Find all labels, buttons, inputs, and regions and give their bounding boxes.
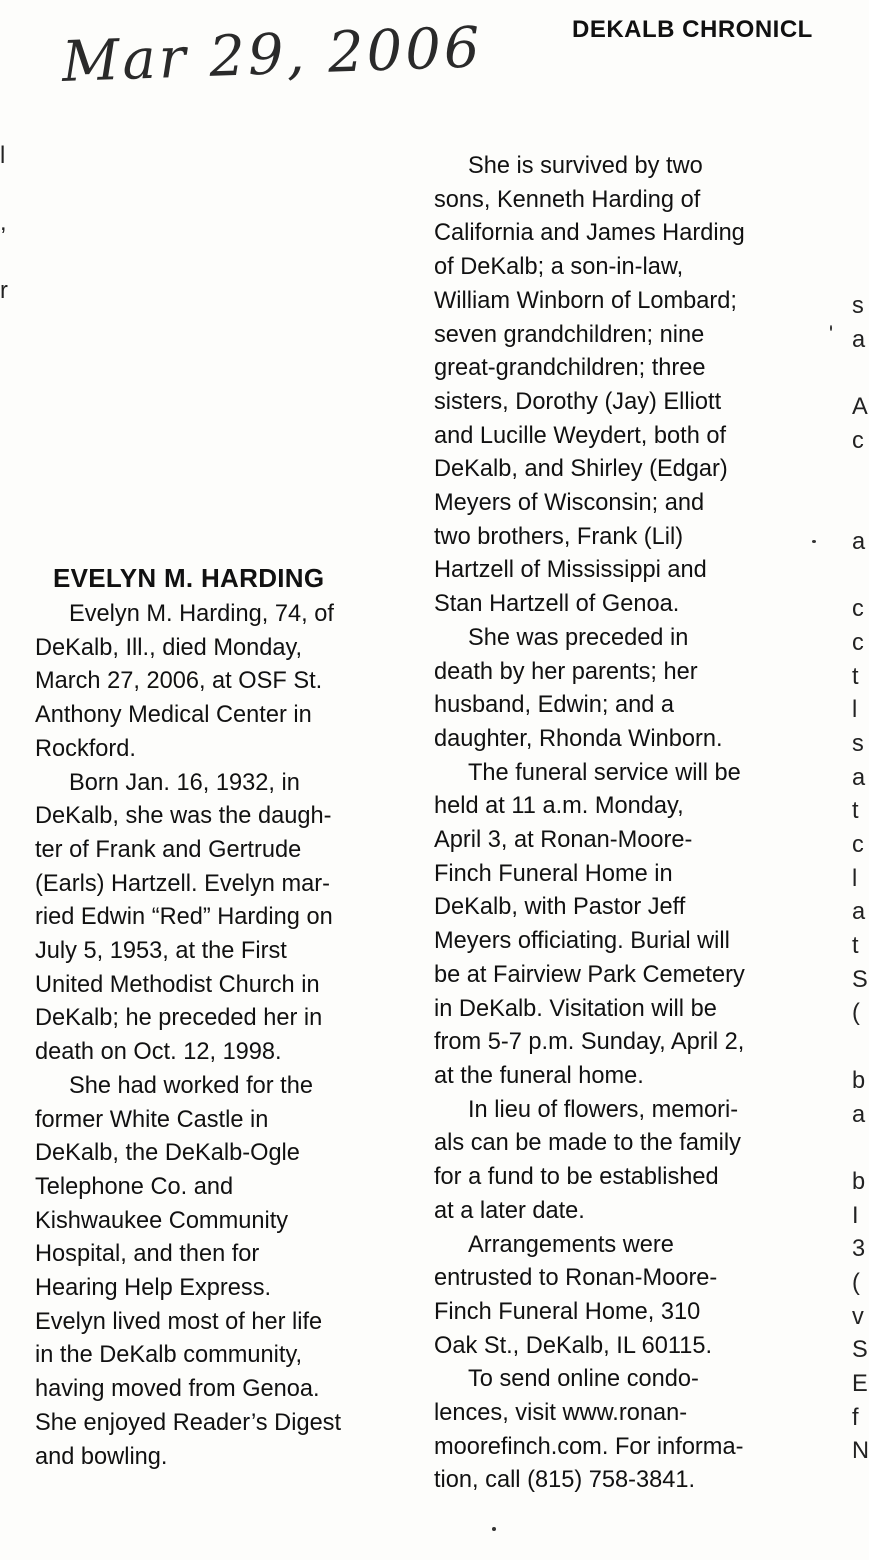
edge-fragment — [852, 1031, 867, 1065]
edge-fragment: , — [0, 210, 7, 237]
left-column-text — [35, 598, 395, 1474]
text-line: former White Castle in — [35, 1106, 269, 1133]
text-line: Rockford. — [35, 735, 136, 762]
obituary-right-column — [434, 150, 804, 1498]
text-line: (Earls) Hartzell. Evelyn mar- — [35, 870, 330, 897]
edge-fragment: t — [852, 798, 859, 825]
text-line: tion, call (815) 758-3841. — [434, 1467, 696, 1494]
text-line: having moved from Genoa. — [35, 1376, 320, 1403]
text-line: husband, Edwin; and a — [434, 692, 675, 719]
left-edge-fragments — [0, 140, 10, 308]
text-line: Finch Funeral Home in — [434, 860, 673, 887]
text-line: sons, Kenneth Harding of — [434, 186, 701, 213]
text-line: Hartzell of Mississippi and — [434, 557, 707, 584]
text-line: be at Fairview Park Cemetery — [434, 961, 745, 988]
text-line: seven grandchildren; nine — [434, 321, 705, 348]
text-line: Evelyn lived most of her life — [35, 1308, 323, 1335]
text-line: great-grandchildren; three — [434, 355, 706, 382]
text-line: March 27, 2006, at OSF St. — [35, 668, 323, 695]
text-line: DeKalb, with Pastor Jeff — [434, 894, 686, 921]
edge-fragment: S — [852, 966, 868, 993]
text-line: sisters, Dorothy (Jay) Elliott — [434, 388, 722, 415]
text-line: Hearing Help Express. — [35, 1275, 272, 1302]
text-line: United Methodist Church in — [35, 971, 320, 998]
obituary-left-column — [35, 563, 395, 1474]
edge-fragment — [852, 1132, 867, 1166]
text-line: Hospital, and then for — [35, 1241, 260, 1268]
text-line: DeKalb; he preceded her in — [35, 1005, 323, 1032]
edge-fragment: S — [852, 1337, 868, 1364]
edge-fragment: f — [852, 1404, 859, 1431]
edge-fragment: c — [852, 629, 864, 656]
text-line: in DeKalb. Visitation will be — [434, 995, 717, 1022]
edge-fragment: c — [852, 596, 864, 623]
edge-fragment: l — [852, 865, 858, 892]
text-line: Anthony Medical Center in — [35, 702, 312, 729]
text-line: DeKalb, she was the daugh- — [35, 803, 332, 830]
text-line: She had worked for the — [69, 1072, 313, 1099]
text-line: for a fund to be established — [434, 1164, 719, 1191]
handwritten-date: Mar 29, 2006 — [60, 15, 484, 95]
text-line: To send online condo- — [468, 1366, 699, 1393]
text-line: Stan Hartzell of Genoa. — [434, 591, 680, 618]
edge-fragment: a — [852, 528, 866, 555]
text-line: and Lucille Weydert, both of — [434, 422, 727, 449]
text-line: Evelyn M. Harding, 74, of — [69, 601, 334, 627]
obituary-headline: EVELYN M. HARDING — [53, 563, 325, 593]
text-line: daughter, Rhonda Winborn. — [434, 725, 723, 752]
text-line: July 5, 1953, at the First — [35, 938, 287, 965]
edge-fragment — [852, 492, 867, 526]
right-edge-fragments — [852, 290, 867, 1469]
text-line: Kishwaukee Community — [35, 1207, 289, 1234]
edge-fragment: ( — [852, 1000, 860, 1027]
text-line: California and James Harding — [434, 220, 745, 247]
newspaper-masthead: DEKALB CHRONICL — [572, 16, 813, 43]
text-line: She was preceded in — [468, 624, 689, 651]
edge-fragment: s — [852, 730, 864, 757]
edge-fragment: a — [852, 764, 866, 791]
edge-fragment: A — [852, 394, 868, 421]
edge-fragment: s — [852, 293, 864, 319]
text-line: lences, visit www.ronan- — [434, 1400, 688, 1427]
text-line: Finch Funeral Home, 310 — [434, 1298, 701, 1325]
print-speck — [812, 540, 816, 543]
text-line: ter of Frank and Gertrude — [35, 836, 302, 863]
text-line: Telephone Co. and — [35, 1173, 234, 1200]
edge-fragment: ( — [852, 1269, 860, 1296]
text-line: at the funeral home. — [434, 1062, 644, 1089]
text-line: moorefinch.com. For informa- — [434, 1433, 744, 1460]
edge-fragment: t — [852, 663, 859, 690]
edge-fragment: c — [852, 427, 864, 454]
text-line: death by her parents; her — [434, 658, 698, 685]
right-column-text — [434, 150, 804, 1498]
text-line: from 5-7 p.m. Sunday, April 2, — [434, 1029, 745, 1056]
edge-fragment: v — [852, 1303, 864, 1330]
edge-fragment: c — [852, 832, 864, 858]
edge-fragment — [0, 174, 10, 208]
edge-fragment: l — [0, 143, 6, 169]
text-line: DeKalb, the DeKalb-Ogle — [35, 1140, 300, 1167]
edge-fragment: a — [852, 1101, 866, 1128]
edge-fragment — [0, 241, 10, 275]
edge-fragment — [852, 357, 867, 391]
edge-fragment: N — [852, 1438, 869, 1465]
text-line: Oak St., DeKalb, IL 60115. — [434, 1332, 713, 1359]
edge-fragment: 3 — [852, 1236, 866, 1263]
edge-fragment — [852, 560, 867, 594]
edge-fragment: E — [852, 1371, 868, 1397]
edge-fragment — [852, 458, 867, 492]
text-line: death on Oct. 12, 1998. — [35, 1039, 282, 1066]
text-line: She enjoyed Reader’s Digest — [35, 1409, 342, 1436]
text-line: In lieu of flowers, memori- — [468, 1096, 739, 1123]
text-line: Arrangements were — [468, 1231, 674, 1258]
text-line: April 3, at Ronan-Moore- — [434, 827, 693, 854]
text-line: DeKalb, and Shirley (Edgar) — [434, 456, 728, 483]
text-line: DeKalb, Ill., died Monday, — [35, 634, 303, 661]
print-speck — [492, 1527, 496, 1531]
text-line: The funeral service will be — [468, 759, 741, 786]
text-line: ried Edwin “Red” Harding on — [35, 904, 333, 931]
text-line: at a later date. — [434, 1197, 585, 1224]
text-line: als can be made to the family — [434, 1130, 741, 1157]
edge-fragment: I — [852, 1202, 859, 1229]
edge-fragment: t — [852, 933, 859, 960]
edge-fragment: l — [852, 697, 858, 724]
text-line: and bowling. — [35, 1443, 168, 1470]
text-line: held at 11 a.m. Monday, — [434, 793, 684, 820]
text-line: She is survived by two — [468, 153, 703, 179]
print-speck — [830, 325, 832, 331]
edge-fragment: b — [852, 1168, 866, 1195]
edge-fragment: b — [852, 1067, 866, 1094]
text-line: Meyers officiating. Burial will — [434, 928, 730, 955]
text-line: Born Jan. 16, 1932, in — [69, 769, 300, 796]
text-line: entrusted to Ronan-Moore- — [434, 1265, 718, 1292]
edge-fragment: a — [852, 899, 866, 926]
edge-fragment: r — [0, 277, 8, 304]
text-line: William Winborn of Lombard; — [434, 287, 737, 314]
text-line: Meyers of Wisconsin; and — [434, 490, 705, 517]
text-line: two brothers, Frank (Lil) — [434, 523, 684, 550]
text-line: of DeKalb; a son-in-law, — [434, 254, 684, 281]
edge-fragment: a — [852, 326, 866, 353]
text-line: in the DeKalb community, — [35, 1342, 303, 1369]
